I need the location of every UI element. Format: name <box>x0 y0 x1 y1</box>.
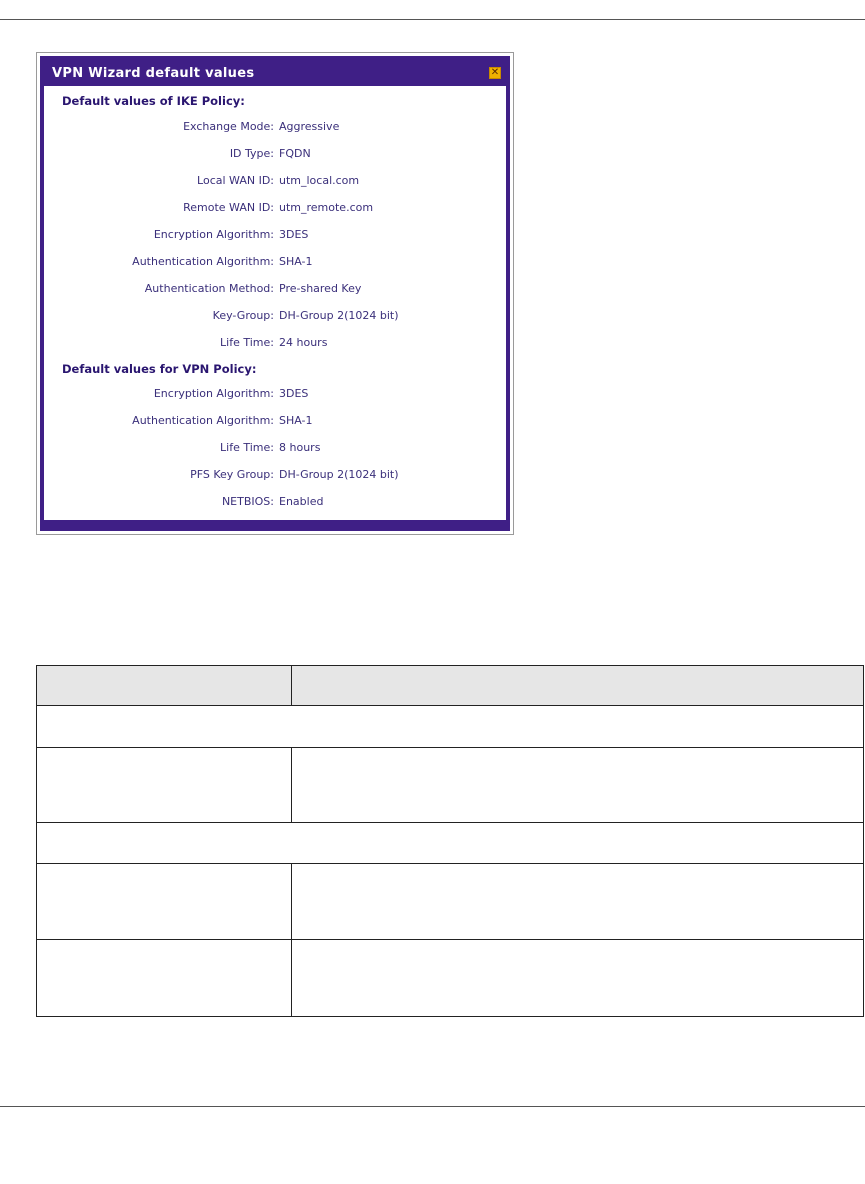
row-value: utm_remote.com <box>279 201 374 214</box>
ike-row-encryption-algorithm <box>44 228 506 244</box>
table-row-cell <box>291 939 864 1017</box>
vpn-row-life-time <box>44 441 506 457</box>
bottom-rule <box>0 1106 865 1107</box>
row-label: Key-Group: <box>212 309 274 322</box>
dialog-bottombar <box>44 520 506 527</box>
vpn-section-heading: Default values for VPN Policy: <box>62 362 257 376</box>
row-value: Enabled <box>279 495 324 508</box>
vpn-row-authentication-algorithm <box>44 414 506 430</box>
row-value: Pre-shared Key <box>279 282 362 295</box>
vpn-row-pfs-key-group <box>44 468 506 484</box>
table-header-description <box>291 665 864 706</box>
vpn-wizard-defaults-dialog <box>36 52 514 535</box>
table-row-cell <box>291 863 864 940</box>
row-label: Local WAN ID: <box>197 174 274 187</box>
row-label: NETBIOS: <box>221 495 274 508</box>
ike-section-heading: Default values of IKE Policy: <box>62 94 245 108</box>
settings-table <box>36 665 864 1017</box>
close-icon[interactable]: ✕ <box>490 67 500 78</box>
row-label: Authentication Algorithm: <box>132 255 274 268</box>
dialog-frame <box>40 56 510 531</box>
ike-row-id-type <box>44 147 506 163</box>
ike-row-authentication-algorithm <box>44 255 506 271</box>
table-section-row <box>36 705 864 748</box>
row-label: Life Time: <box>220 441 274 454</box>
ike-row-remote-wan-id <box>44 201 506 217</box>
ike-row-life-time <box>44 336 506 352</box>
top-rule <box>0 19 865 20</box>
row-value: 3DES <box>279 228 309 241</box>
row-value: 3DES <box>279 387 309 400</box>
row-value: DH-Group 2(1024 bit) <box>279 468 399 481</box>
row-value: SHA-1 <box>279 255 313 268</box>
vpn-row-netbios <box>44 495 506 511</box>
table-section-row <box>36 822 864 864</box>
row-value: DH-Group 2(1024 bit) <box>279 309 399 322</box>
row-value: 24 hours <box>279 336 328 349</box>
dialog-title: VPN Wizard default values <box>52 66 255 81</box>
row-value: Aggressive <box>279 120 340 133</box>
row-label: Authentication Algorithm: <box>132 414 274 427</box>
row-label: Encryption Algorithm: <box>153 387 274 400</box>
row-label: Exchange Mode: <box>183 120 274 133</box>
ike-row-local-wan-id <box>44 174 506 190</box>
table-row-cell <box>36 747 292 823</box>
ike-row-authentication-method <box>44 282 506 298</box>
dialog-titlebar[interactable] <box>44 60 506 86</box>
row-value: utm_local.com <box>279 174 360 187</box>
row-value: SHA-1 <box>279 414 313 427</box>
row-label: Remote WAN ID: <box>183 201 274 214</box>
vpn-row-encryption-algorithm <box>44 387 506 403</box>
row-label: Authentication Method: <box>144 282 274 295</box>
table-row-cell <box>36 939 292 1017</box>
ike-row-exchange-mode <box>44 120 506 136</box>
table-row-cell <box>291 747 864 823</box>
row-value: 8 hours <box>279 441 321 454</box>
row-label: ID Type: <box>229 147 274 160</box>
row-value: FQDN <box>279 147 311 160</box>
ike-row-key-group <box>44 309 506 325</box>
row-label: PFS Key Group: <box>190 468 274 481</box>
table-row-cell <box>36 863 292 940</box>
row-label: Encryption Algorithm: <box>153 228 274 241</box>
row-label: Life Time: <box>220 336 274 349</box>
table-header-setting <box>36 665 292 706</box>
